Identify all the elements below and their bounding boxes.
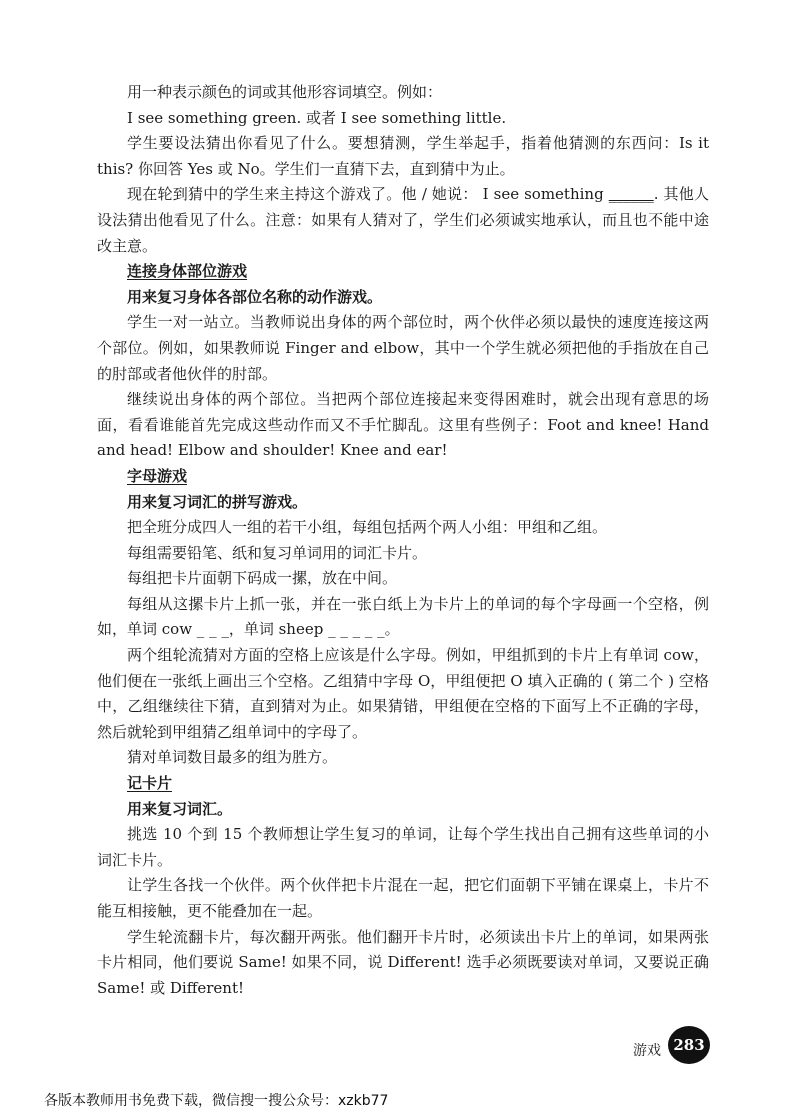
paragraph: 让学生各找一个伙伴。两个伙伴把卡片混在一起，把它们面朝下平铺在课桌上，卡片不能互相接触，更不能叠加在一起。 <box>97 876 709 920</box>
paragraph-host-before: 现在轮到猜中的学生来主持这个游戏了。他 / 她说： I see something <box>127 185 609 204</box>
fill-in-blank: ______ <box>608 185 654 204</box>
paragraph: 学生要设法猜出你看见了什么。要想猜测，学生举起手，指着他猜测的东西问：Is it this? 你回答 Yes 或 No。学生们一直猜下去，直到猜中为止。 <box>97 134 709 178</box>
section-subtitle: 用来复习词汇。 <box>127 799 233 818</box>
section-title <box>127 464 709 490</box>
paragraph: 猜对单词数目最多的组为胜方。 <box>127 748 338 767</box>
section-title-text: 连接身体部位游戏 <box>127 262 248 281</box>
page-number-badge: 283 <box>668 1026 710 1064</box>
section-title <box>127 259 709 285</box>
paragraph: 每组把卡片面朝下码成一摞，放在中间。 <box>127 569 398 588</box>
watermark-text: 各版本教师用书免费下载，微信搜一搜公众号：xzkb77 <box>44 1093 389 1109</box>
paragraph: I see something green. 或者 I see something little. <box>127 108 507 127</box>
paragraph: 继续说出身体的两个部位。当把两个部位连接起来变得困难时，就会出现有意思的场面，看看谁能首先完成这些动作而又不手忙脚乱。这里有些例子：Foot and knee! Hand and head! Elbow and shoulder! Knee and ear! <box>97 390 709 460</box>
paragraph: 每组从这摞卡片上抓一张，并在一张白纸上为卡片上的单词的每个字母画一个空格，例如，单词 cow _ _ _，单词 sheep _ _ _ _ _。 <box>97 594 709 639</box>
section-subtitle: 用来复习词汇的拼写游戏。 <box>127 492 308 511</box>
paragraph: 把全班分成四人一组的若干小组，每组包括两个两人小组：甲组和乙组。 <box>127 518 608 537</box>
footer-section-label: 游戏 <box>633 1043 661 1059</box>
paragraph: 挑选 10 个到 15 个教师想让学生复习的单词，让每个学生找出自己拥有这些单词的小词汇卡片。 <box>97 825 709 869</box>
section-subtitle: 用来复习身体各部位名称的动作游戏。 <box>127 287 383 306</box>
page-body <box>97 80 709 1001</box>
paragraph-host-after: . 其他人设法猜出他看见了什么。注意：如果有人猜对了，学生们必须诚实地承认，而且也不能中途改主意。 <box>97 185 709 255</box>
paragraph: 学生轮流翻卡片，每次翻开两张。他们翻开卡片时，必须读出卡片上的单词，如果两张卡片相同，他们要说 Same! 如果不同，说 Different! 选手必须既要读对单词，又要说正确 Same! 或 Different! <box>97 927 709 997</box>
paragraph: 用一种表示颜色的词或其他形容词填空。例如： <box>127 83 443 101</box>
paragraph-host <box>97 182 709 259</box>
section-title-text: 记卡片 <box>127 774 173 793</box>
paragraph: 学生一对一站立。当教师说出身体的两个部位时，两个伙伴必须以最快的速度连接这两个部位。例如，如果教师说 Finger and elbow，其中一个学生就必须把他的手指放在自己的肘部或者他伙伴的肘部。 <box>97 313 709 383</box>
paragraph: 每组需要铅笔、纸和复习单词用的词汇卡片。 <box>127 543 428 562</box>
section-title-text: 字母游戏 <box>127 466 188 485</box>
section-title <box>127 771 709 797</box>
paragraph: 两个组轮流猜对方面的空格上应该是什么字母。例如，甲组抓到的卡片上有单词 cow，他们便在一张纸上画出三个空格。乙组猜中字母 O，甲组便把 O 填入正确的 ( 第二个 ) 空格中，乙组继续往下猜，直到猜对为止。如果猜错，甲组便在空格的下面写上不正确的字母，然后就轮到甲组猜乙组单词中的字母了。 <box>97 646 709 741</box>
